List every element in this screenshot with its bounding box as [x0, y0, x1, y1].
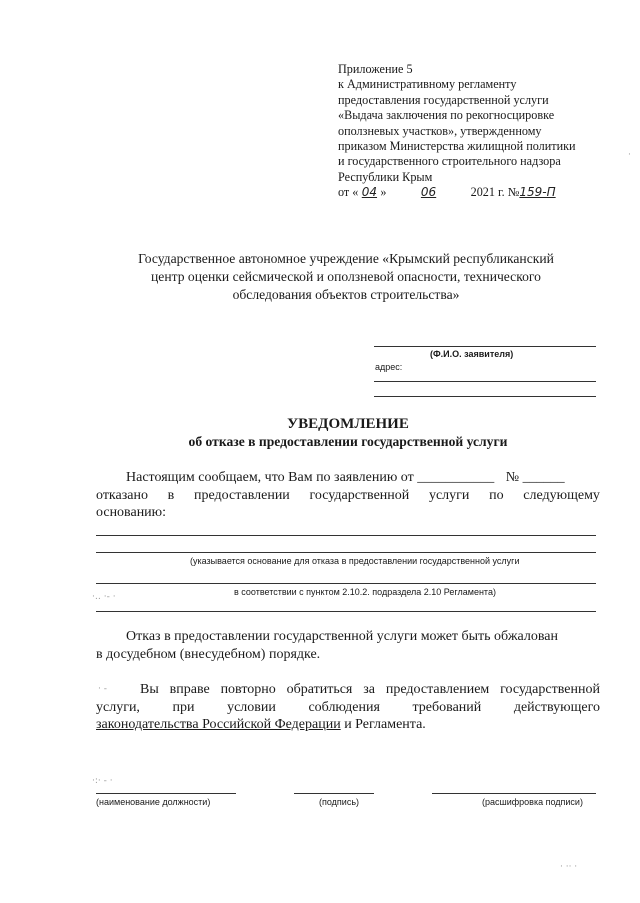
appendix-line: и государственного строительного надзора: [338, 154, 561, 169]
decode-line: [432, 793, 596, 794]
justified-line: услуги, при условии соблюдения требований действующего: [96, 699, 600, 715]
appendix-date-line: от « 04 » 06 2021 г. №159-П: [338, 185, 556, 200]
appendix-block: [338, 62, 628, 201]
sign-caption: (подпись): [319, 797, 360, 807]
number-blank: ______: [522, 470, 565, 485]
reason-caption: (указывается основание для отказа в предоставлении государственной услуги: [190, 556, 520, 566]
paragraph-2: Отказ в предоставлении государственной услуги может быть обжалован в досудебном (внесудебном) порядке.: [96, 629, 558, 662]
appendix-line: Приложение 5: [338, 62, 413, 76]
organization-name: Государственное автономное учреждение «Крымский республиканский центр оценки сейсмической и оползневой опасности, технического обследования объектов строительства»: [138, 251, 554, 302]
handwritten-month: 06: [420, 185, 437, 200]
scan-speck: · ‐: [98, 684, 107, 694]
legislation-link: законодательства Российской Федерации: [96, 717, 341, 732]
position-line: [96, 793, 236, 794]
appendix-line: предоставления государственной услуги: [338, 92, 549, 107]
reason-line-2: [96, 552, 596, 553]
fio-caption: (Ф.И.О. заявителя): [430, 349, 514, 359]
justified-line: отказано в предоставлении государственной услуги по следующему: [96, 487, 600, 503]
fio-line: [374, 346, 596, 347]
notice-title: УВЕДОМЛЕНИЕ: [287, 416, 409, 432]
reason-line-4: [96, 611, 596, 612]
handwritten-number: 159-П: [519, 185, 556, 200]
address-line-2: [374, 396, 596, 397]
reason-line-1: [96, 535, 596, 536]
scan-speck: ·:· ‐ ·: [92, 776, 113, 786]
address-label: адрес:: [375, 362, 403, 372]
position-caption: (наименование должности): [96, 797, 211, 807]
reason-caption-2: в соответствии с пунктом 2.10.2. подраздела 2.10 Регламента): [234, 587, 496, 597]
justified-line: Вы вправе повторно обратиться за предоставлением государственной: [140, 682, 600, 697]
paragraph-3: Вы вправе повторно обратиться за предоставлением государственной услуги, при условии соблюдения требований действующего законодательства Российской Федерации и Регламента.: [96, 682, 600, 732]
sign-line: [294, 793, 374, 794]
scan-speck: · ·· ·: [560, 862, 578, 872]
appendix-line: Республики Крым: [338, 169, 433, 184]
notice-subtitle: об отказе в предоставлении государственной услуги: [188, 434, 508, 449]
date-blank: ___________: [417, 470, 495, 485]
handwritten-day: 04: [361, 185, 378, 200]
appendix-line: «Выдача заключения по рекогносцировке: [338, 108, 555, 123]
appendix-line: приказом Министерства жилищной политики: [338, 139, 576, 154]
appendix-line: оползневых участков», утвержденному: [338, 123, 542, 138]
paragraph-1: Настоящим сообщаем, что Вам по заявлению от ___________ № ______ отказано в предоставлении государственной услуги по следующему основанию:: [96, 470, 600, 520]
scan-speck: ·‥ ·‐ ·: [92, 592, 116, 602]
scan-speck: ·: [628, 150, 631, 160]
appendix-line: к Административному регламенту: [338, 77, 517, 92]
address-line-1: [374, 381, 596, 382]
decode-caption: (расшифровка подписи): [482, 797, 583, 807]
reason-line-3: [96, 583, 596, 584]
